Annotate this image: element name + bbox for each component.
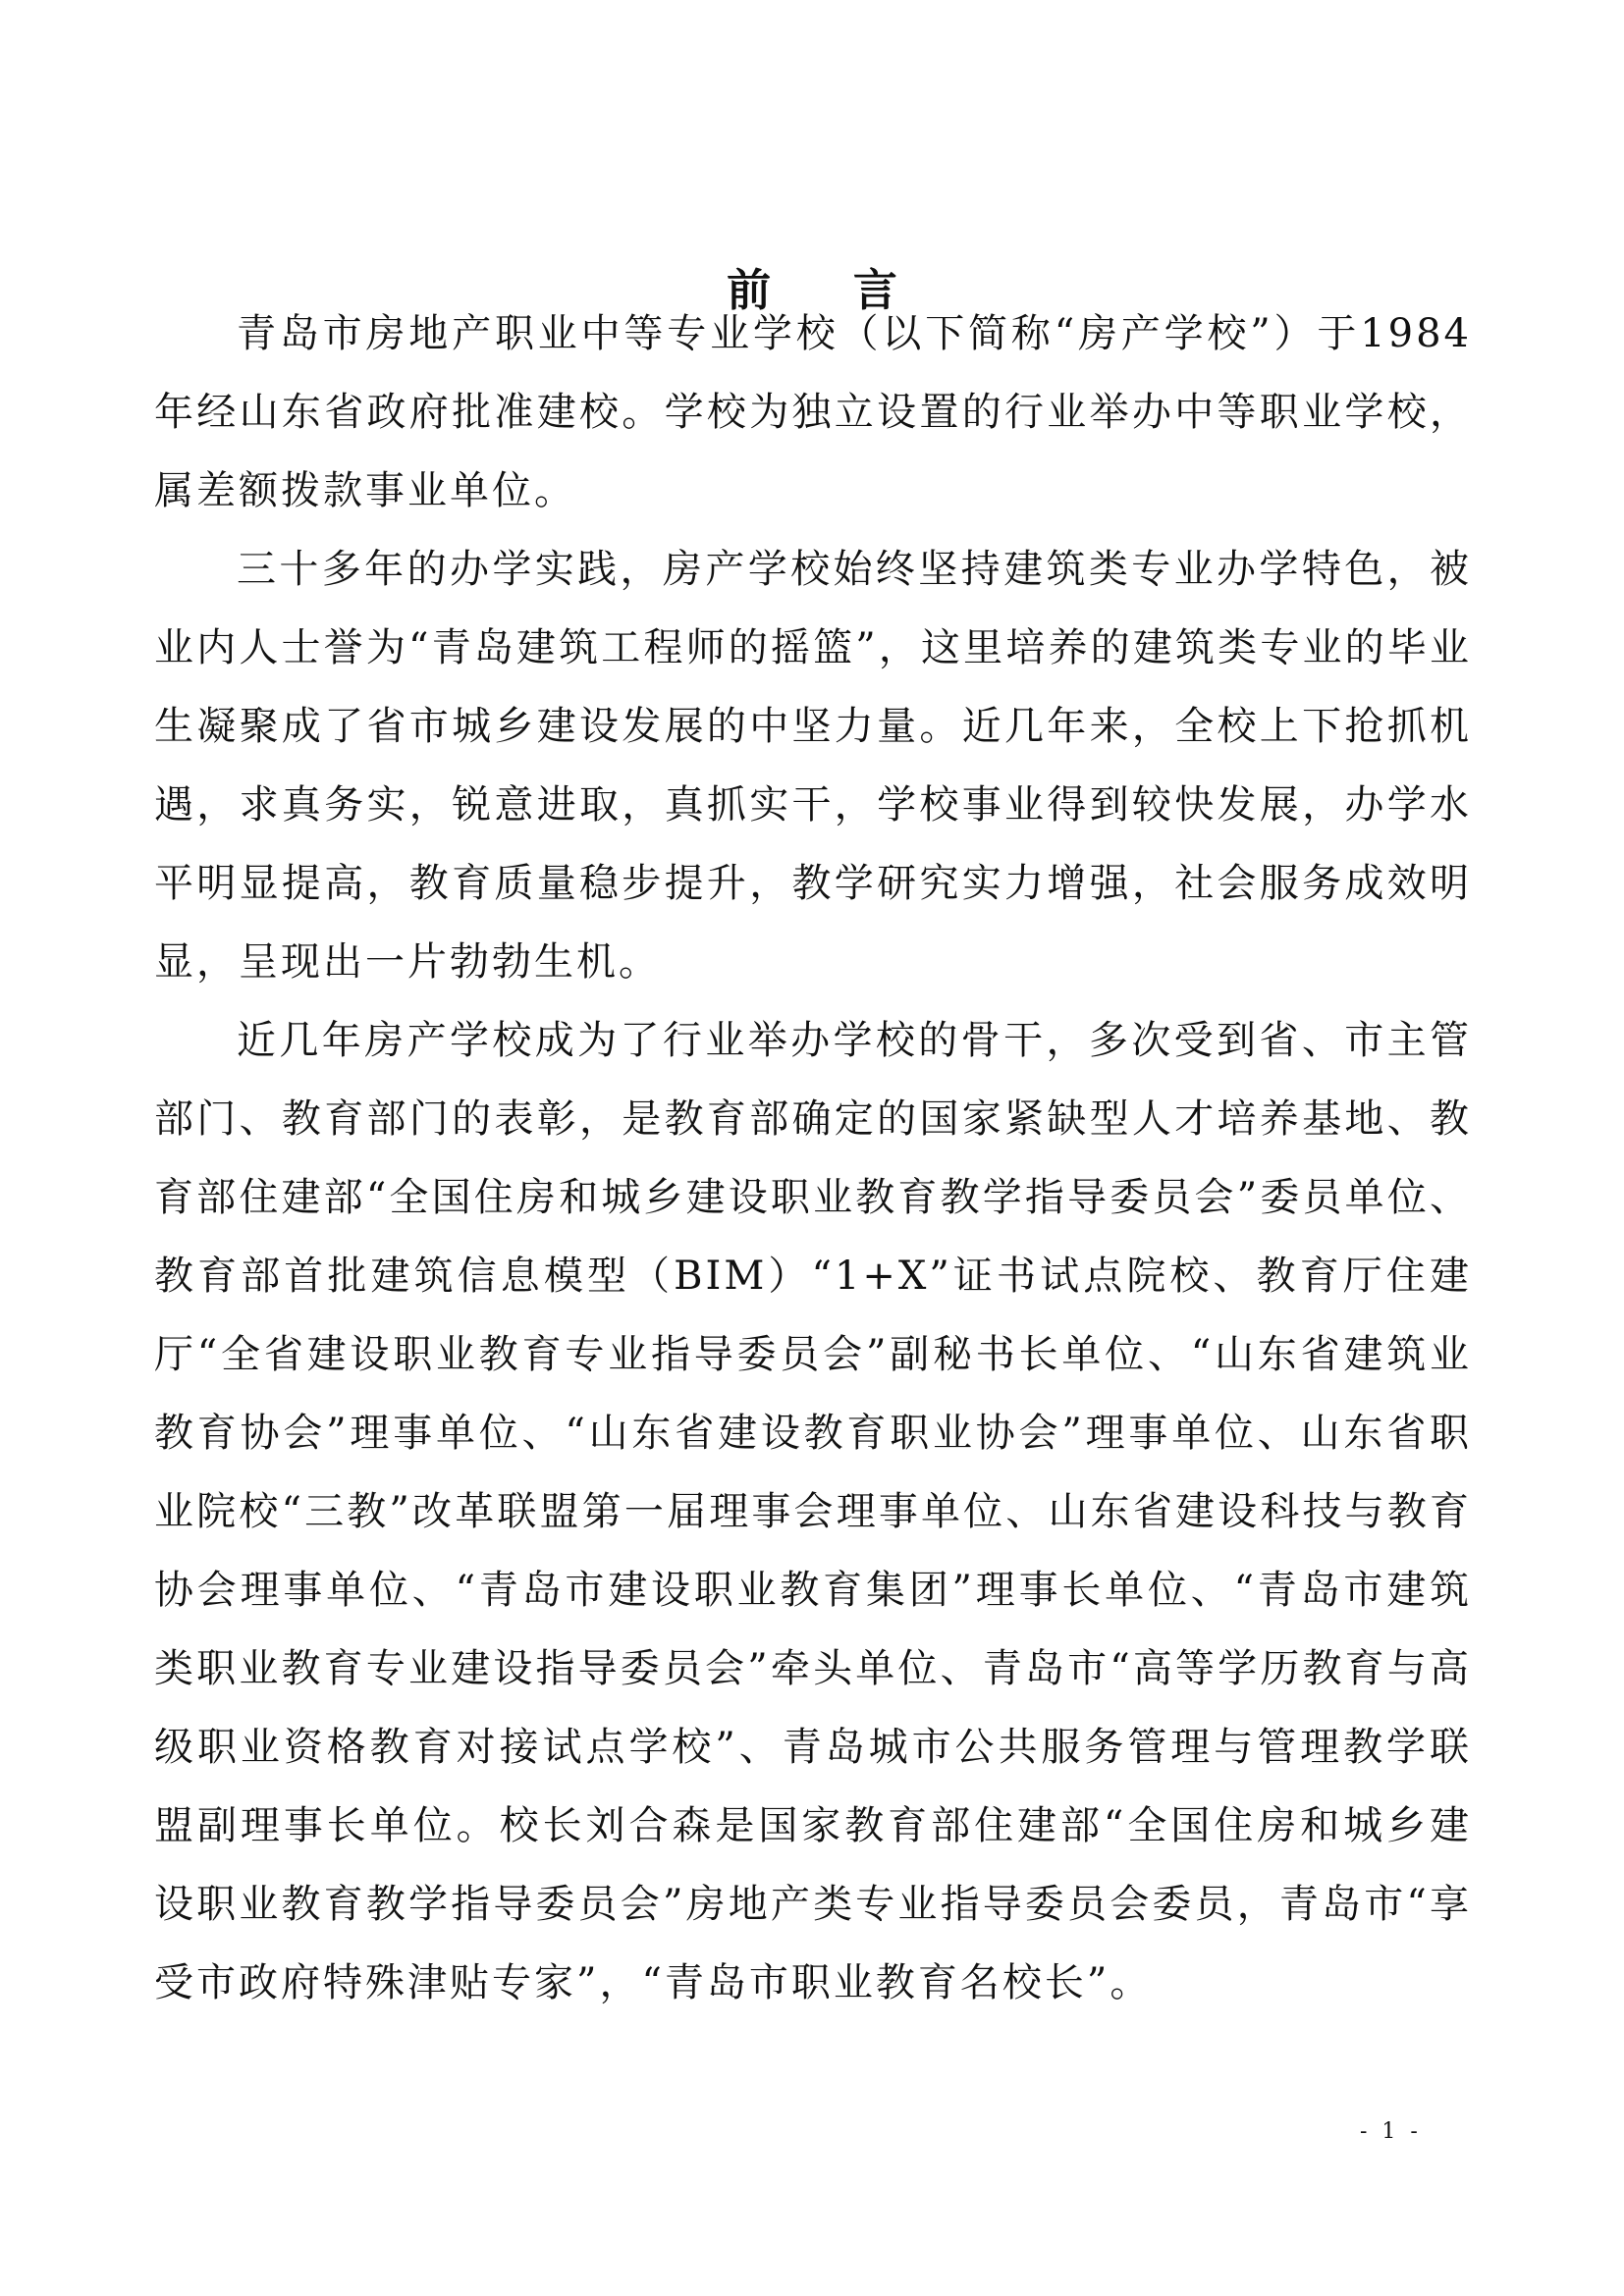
page-title: 前 言	[727, 264, 931, 317]
body-text	[154, 294, 1472, 2022]
page-number: - 1 -	[1360, 2119, 1422, 2144]
paragraph-school-honors: 近几年房产学校成为了行业举办学校的骨干，多次受到省、市主管部门、教育部门的表彰，是教育部确定的国家紧缺型人才培养基地、教育部住建部“全国住房和城乡建设职业教育教学指导委员会”委员单位、教育部首批建筑信息模型（BIM）“1+X”证书试点院校、教育厅住建厅“全省建设职业教育专业指导委员会”副秘书长单位、“山东省建筑业教育协会”理事单位、“山东省建设教育职业协会”理事单位、山东省职业院校“三教”改革联盟第一届理事会理事单位、山东省建设科技与教育协会理事单位、“青岛市建设职业教育集团”理事长单位、“青岛市建筑类职业教育专业建设指导委员会”牵头单位、青岛市“高等学历教育与高级职业资格教育对接试点学校”、青岛城市公共服务管理与管理教学联盟副理事长单位。校长刘合森是国家教育部住建部“全国住房和城乡建设职业教育教学指导委员会”房地产类专业指导委员会委员，青岛市“享受市政府特殊津贴专家”，“青岛市职业教育名校长”。	[154, 1018, 1472, 2005]
paragraph-school-intro: 青岛市房地产职业中等专业学校（以下简称“房产学校”）于1984 年经山东省政府批准建校。学校为独立设置的行业举办中等职业学校，属差额拨款事业单位。	[154, 311, 1472, 513]
paragraph-school-history: 三十多年的办学实践，房产学校始终坚持建筑类专业办学特色，被业内人士誉为“青岛建筑工程师的摇篮”，这里培养的建筑类专业的毕业生凝聚成了省市城乡建设发展的中坚力量。近几年来，全校上下抢抓机遇，求真务实，锐意进取，真抓实干，学校事业得到较快发展，办学水平明显提高，教育质量稳步提升，教学研究实力增强，社会服务成效明显，呈现出一片勃勃生机。	[154, 547, 1472, 985]
